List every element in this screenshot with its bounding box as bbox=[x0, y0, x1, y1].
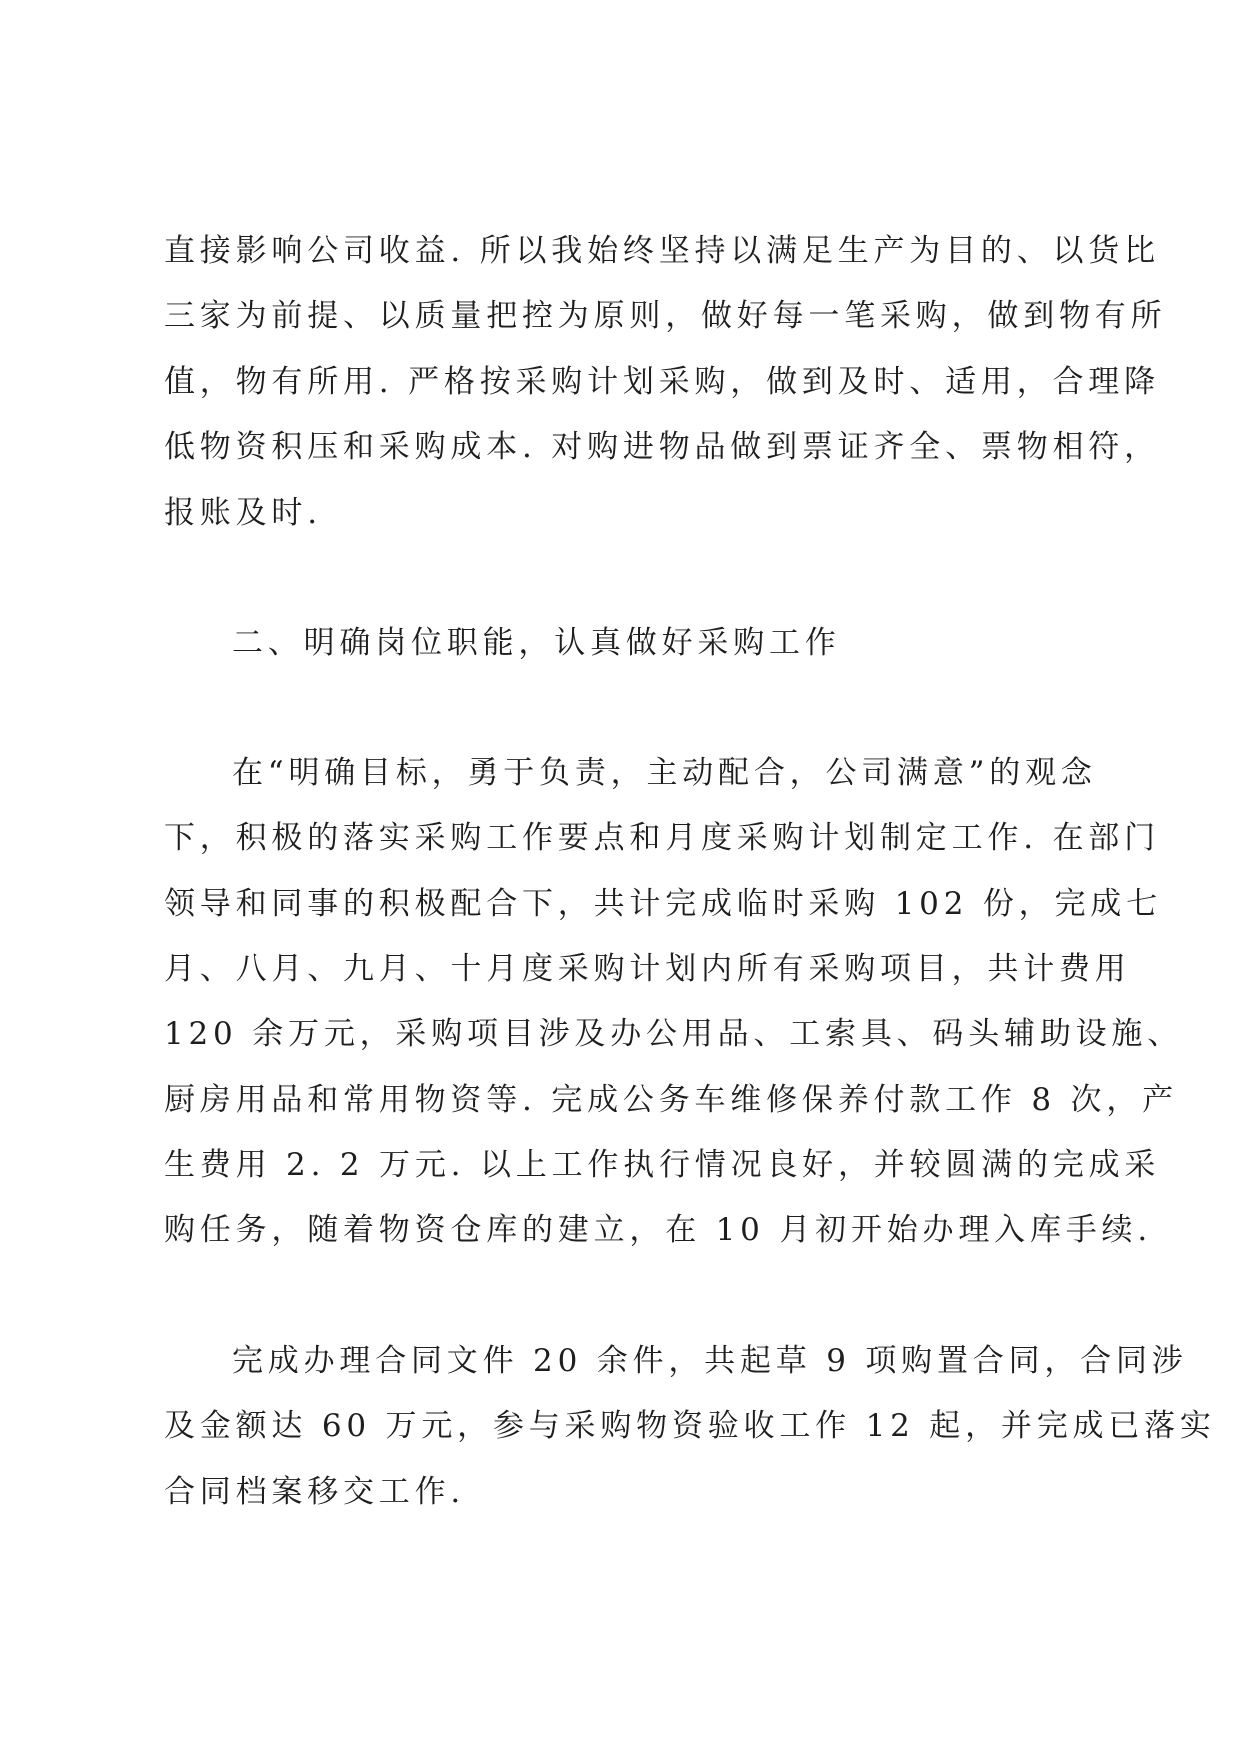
paragraph-2-line-8: 购任务，随着物资仓库的建立，在 10 月初开始办理入库手续. bbox=[164, 1212, 1153, 1248]
paragraph-3-line-3: 合同档案移交工作. bbox=[164, 1474, 466, 1510]
paragraph-3-line-1: 完成办理合同文件 20 余件，共起草 9 项购置合同，合同涉 bbox=[232, 1343, 1188, 1379]
paragraph-2-line-1: 在“明确目标，勇于负责，主动配合，公司满意”的观念 bbox=[232, 755, 1097, 791]
section-heading: 二、明确岗位职能，认真做好采购工作 bbox=[232, 625, 841, 661]
paragraph-3-line-2: 及金额达 60 万元，参与采购物资验收工作 12 起，并完成已落实 bbox=[164, 1408, 1216, 1444]
paragraph-1-line-4: 低物资积压和采购成本. 对购进物品做到票证齐全、票物相符， bbox=[164, 429, 1160, 465]
paragraph-2-line-7: 生费用 2. 2 万元. 以上工作执行情况良好，并较圆满的完成采 bbox=[164, 1147, 1161, 1183]
paragraph-1-line-5: 报账及时. bbox=[164, 495, 322, 531]
paragraph-2-line-3: 领导和同事的积极配合下，共计完成临时采购 102 份，完成七 bbox=[164, 886, 1162, 922]
paragraph-1-line-2: 三家为前提、以质量把控为原则，做好每一笔采购，做到物有所 bbox=[164, 298, 1167, 334]
paragraph-1-line-1: 直接影响公司收益. 所以我始终坚持以满足生产为目的、以货比 bbox=[164, 233, 1160, 269]
paragraph-2-line-5: 120 余万元，采购项目涉及办公用品、工索具、码头辅助设施、 bbox=[164, 1016, 1184, 1052]
paragraph-2-line-4: 月、八月、九月、十月度采购计划内所有采购项目，共计费用 bbox=[164, 951, 1131, 987]
paragraph-2-line-6: 厨房用品和常用物资等. 完成公务车维修保养付款工作 8 次，产 bbox=[164, 1082, 1178, 1118]
paragraph-2-line-2: 下，积极的落实采购工作要点和月度采购计划制定工作. 在部门 bbox=[164, 820, 1160, 856]
paragraph-1-line-3: 值，物有所用. 严格按采购计划采购，做到及时、适用，合理降 bbox=[164, 364, 1160, 400]
